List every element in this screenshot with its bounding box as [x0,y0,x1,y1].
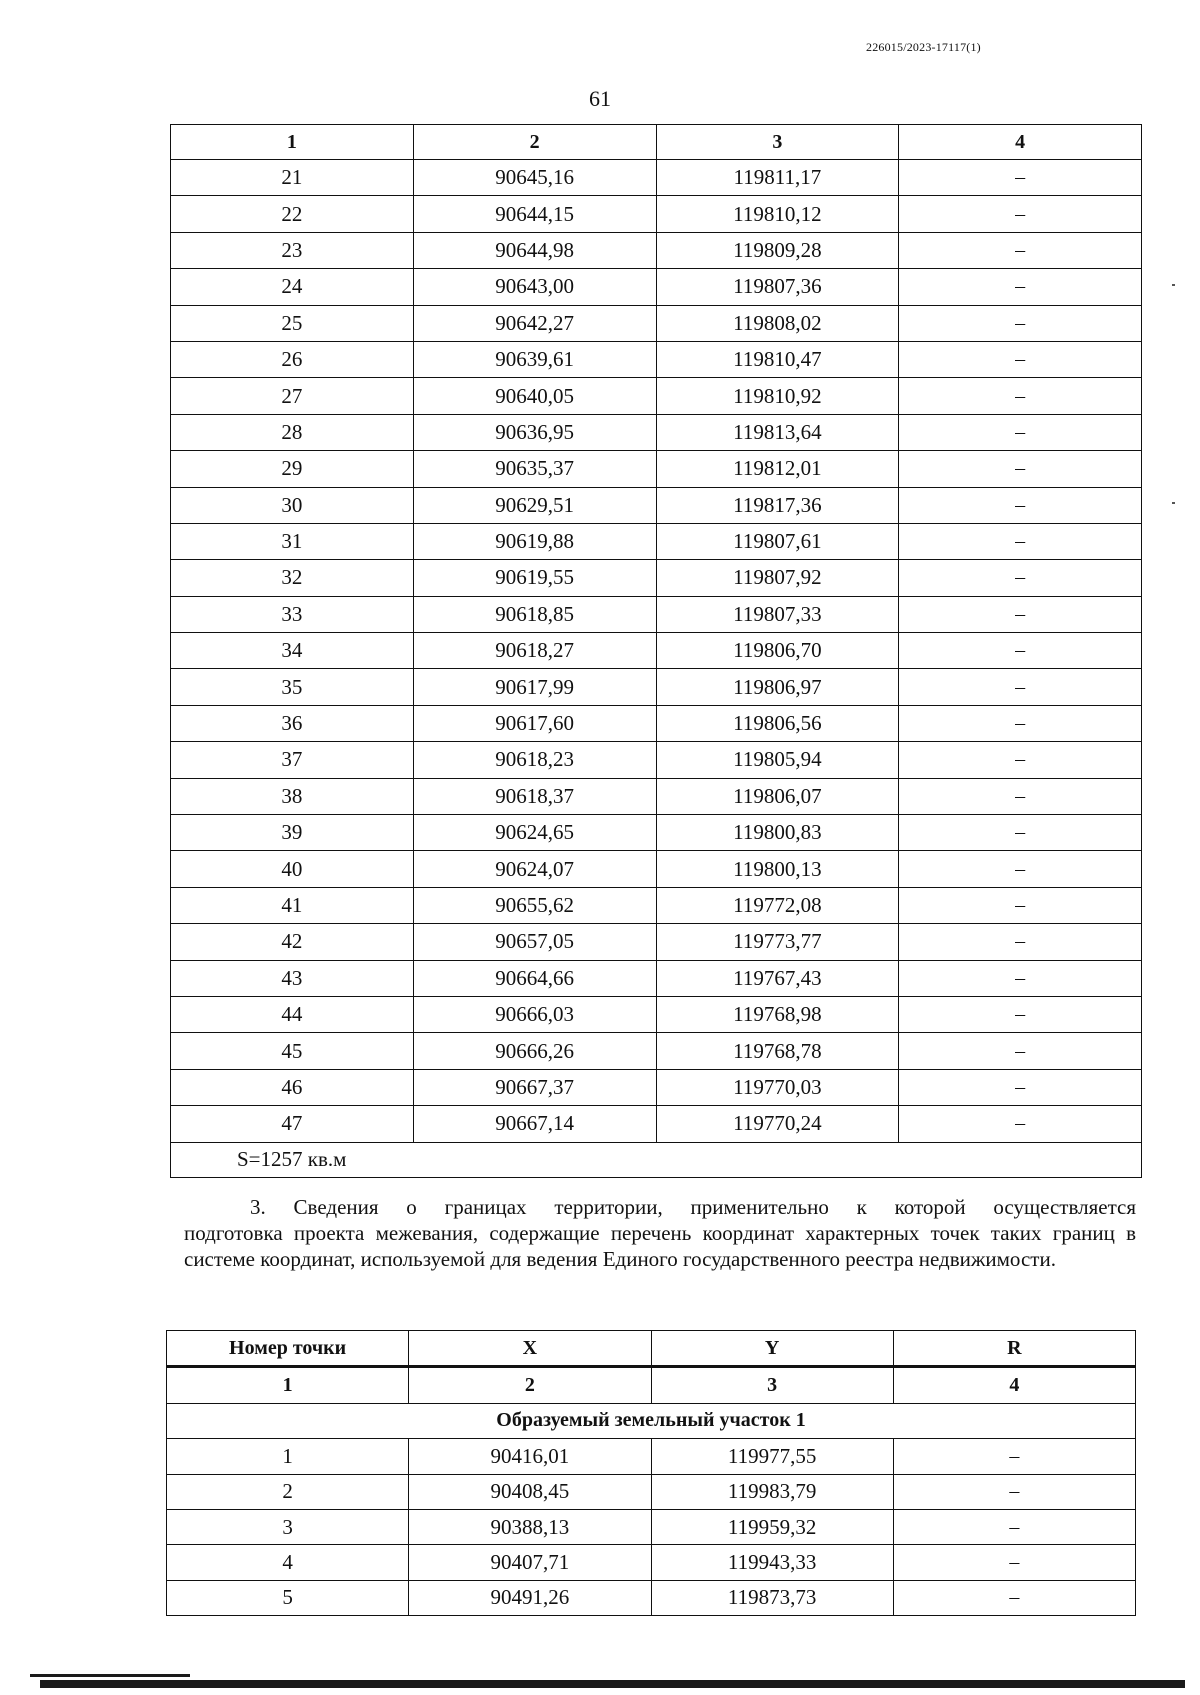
table-row [171,414,1142,450]
column-header: 3 [656,125,899,160]
column-number-row [167,1367,1136,1403]
column-number: 3 [651,1367,893,1403]
r-cell: – [893,1545,1135,1580]
column-header: 1 [171,125,414,160]
column-header: 4 [899,125,1142,160]
r-cell: – [899,414,1142,450]
y-cell: 119773,77 [656,924,899,960]
r-cell: – [899,705,1142,741]
table-row [171,669,1142,705]
section-3-paragraph [184,1194,1136,1272]
table-row [171,305,1142,341]
y-cell: 119943,33 [651,1545,893,1580]
column-header: 2 [413,125,656,160]
r-cell: – [899,523,1142,559]
point-number-cell: 35 [171,669,414,705]
column-number: 4 [893,1367,1135,1403]
x-cell: 90416,01 [409,1439,651,1474]
table-row [171,924,1142,960]
point-number-cell: 27 [171,378,414,414]
y-cell: 119806,56 [656,705,899,741]
x-cell: 90667,37 [413,1069,656,1105]
point-number-cell: 39 [171,815,414,851]
table-row [171,269,1142,305]
r-cell: – [899,1106,1142,1142]
x-cell: 90619,88 [413,523,656,559]
point-number-cell: 26 [171,341,414,377]
point-number-cell: 46 [171,1069,414,1105]
point-number-cell: 43 [171,960,414,996]
r-cell: – [899,232,1142,268]
table-header-row [171,125,1142,160]
r-cell: – [899,378,1142,414]
table-row [171,851,1142,887]
x-cell: 90664,66 [413,960,656,996]
table-row [167,1580,1136,1615]
r-cell: – [899,196,1142,232]
r-cell: – [899,305,1142,341]
x-cell: 90642,27 [413,305,656,341]
x-cell: 90408,45 [409,1474,651,1509]
paragraph-body: подготовка проекта межевания, содержащие перечень координат характерных точек таких границ в системе координат, используемой для ведения Единого государственного реестра недвижимости. [184,1221,1136,1271]
table-row [171,815,1142,851]
x-cell: 90617,60 [413,705,656,741]
column-header-r: R [893,1331,1135,1367]
r-cell: – [899,160,1142,196]
x-cell: 90666,03 [413,996,656,1032]
scan-speck [1172,284,1175,286]
y-cell: 119983,79 [651,1474,893,1509]
y-cell: 119770,03 [656,1069,899,1105]
x-cell: 90617,99 [413,669,656,705]
point-number-cell: 32 [171,560,414,596]
y-cell: 119808,02 [656,305,899,341]
x-cell: 90655,62 [413,887,656,923]
r-cell: – [899,269,1142,305]
point-number-cell: 33 [171,596,414,632]
table-row [171,633,1142,669]
y-cell: 119768,98 [656,996,899,1032]
x-cell: 90388,13 [409,1509,651,1544]
section-title: Образуемый земельный участок 1 [167,1403,1136,1438]
y-cell: 119806,07 [656,778,899,814]
r-cell: – [893,1580,1135,1615]
point-number-cell: 40 [171,851,414,887]
table-row [171,596,1142,632]
r-cell: – [899,1033,1142,1069]
document-number: 226015/2023-17117(1) [866,40,981,54]
x-cell: 90629,51 [413,487,656,523]
bottom-rule-thin [30,1674,190,1677]
r-cell: – [899,815,1142,851]
r-cell: – [899,560,1142,596]
x-cell: 90645,16 [413,160,656,196]
r-cell: – [899,996,1142,1032]
y-cell: 119806,97 [656,669,899,705]
point-number-cell: 37 [171,742,414,778]
paragraph-first-line: 3. Сведения о границах территории, применительно к которой осуществляется [250,1195,1136,1219]
point-number-cell: 4 [167,1545,409,1580]
r-cell: – [899,596,1142,632]
y-cell: 119809,28 [656,232,899,268]
y-cell: 119810,92 [656,378,899,414]
point-number-cell: 5 [167,1580,409,1615]
y-cell: 119812,01 [656,451,899,487]
r-cell: – [899,851,1142,887]
r-cell: – [899,633,1142,669]
table-row [171,196,1142,232]
x-cell: 90624,07 [413,851,656,887]
point-number-cell: 41 [171,887,414,923]
x-cell: 90667,14 [413,1106,656,1142]
y-cell: 119813,64 [656,414,899,450]
column-number: 2 [409,1367,651,1403]
page-number: 61 [589,86,611,111]
coordinates-table-continued [170,124,1142,1178]
table-row [171,560,1142,596]
point-number-cell: 42 [171,924,414,960]
x-cell: 90491,26 [409,1580,651,1615]
y-cell: 119817,36 [656,487,899,523]
table-row [171,1033,1142,1069]
area-row [171,1142,1142,1177]
x-cell: 90657,05 [413,924,656,960]
r-cell: – [893,1509,1135,1544]
point-number-cell: 22 [171,196,414,232]
y-cell: 119810,47 [656,341,899,377]
y-cell: 119805,94 [656,742,899,778]
point-number-cell: 21 [171,160,414,196]
x-cell: 90639,61 [413,341,656,377]
y-cell: 119800,13 [656,851,899,887]
y-cell: 119807,92 [656,560,899,596]
r-cell: – [899,960,1142,996]
scan-speck [1172,502,1175,504]
point-number-cell: 2 [167,1474,409,1509]
x-cell: 90618,23 [413,742,656,778]
table-row [171,523,1142,559]
point-number-cell: 47 [171,1106,414,1142]
x-cell: 90644,15 [413,196,656,232]
column-number: 1 [167,1367,409,1403]
x-cell: 90618,37 [413,778,656,814]
r-cell: – [899,778,1142,814]
r-cell: – [899,341,1142,377]
bottom-rule-thick [40,1680,1185,1688]
point-number-cell: 25 [171,305,414,341]
r-cell: – [899,487,1142,523]
point-number-cell: 29 [171,451,414,487]
table-row [171,160,1142,196]
column-header-x: X [409,1331,651,1367]
x-cell: 90407,71 [409,1545,651,1580]
x-cell: 90666,26 [413,1033,656,1069]
point-number-cell: 24 [171,269,414,305]
table-header-row [167,1331,1136,1367]
y-cell: 119807,36 [656,269,899,305]
table-row [167,1509,1136,1544]
boundary-coordinates-table [166,1330,1136,1616]
table-row [171,232,1142,268]
r-cell: – [899,924,1142,960]
y-cell: 119807,61 [656,523,899,559]
table-row [167,1545,1136,1580]
y-cell: 119770,24 [656,1106,899,1142]
y-cell: 119768,78 [656,1033,899,1069]
point-number-cell: 3 [167,1509,409,1544]
y-cell: 119767,43 [656,960,899,996]
x-cell: 90618,27 [413,633,656,669]
table-row [171,341,1142,377]
r-cell: – [899,1069,1142,1105]
column-header-point-number: Номер точки [167,1331,409,1367]
point-number-cell: 38 [171,778,414,814]
section-title-row [167,1403,1136,1438]
table-row [171,378,1142,414]
table-row [171,1069,1142,1105]
table-row [171,1106,1142,1142]
table-row [171,778,1142,814]
r-cell: – [899,451,1142,487]
point-number-cell: 23 [171,232,414,268]
r-cell: – [899,742,1142,778]
x-cell: 90643,00 [413,269,656,305]
table-row [171,705,1142,741]
y-cell: 119873,73 [651,1580,893,1615]
table-row [171,887,1142,923]
x-cell: 90644,98 [413,232,656,268]
table-row [171,996,1142,1032]
x-cell: 90619,55 [413,560,656,596]
table-row [167,1474,1136,1509]
r-cell: – [893,1474,1135,1509]
table-row [171,487,1142,523]
point-number-cell: 36 [171,705,414,741]
point-number-cell: 28 [171,414,414,450]
y-cell: 119807,33 [656,596,899,632]
point-number-cell: 45 [171,1033,414,1069]
r-cell: – [899,669,1142,705]
table-row [171,451,1142,487]
table-row [171,960,1142,996]
r-cell: – [899,887,1142,923]
x-cell: 90624,65 [413,815,656,851]
table-row [171,742,1142,778]
y-cell: 119806,70 [656,633,899,669]
x-cell: 90636,95 [413,414,656,450]
x-cell: 90640,05 [413,378,656,414]
y-cell: 119800,83 [656,815,899,851]
table-row [167,1439,1136,1474]
area-value: S=1257 кв.м [171,1142,1142,1177]
point-number-cell: 1 [167,1439,409,1474]
y-cell: 119772,08 [656,887,899,923]
r-cell: – [893,1439,1135,1474]
y-cell: 119811,17 [656,160,899,196]
x-cell: 90618,85 [413,596,656,632]
point-number-cell: 31 [171,523,414,559]
x-cell: 90635,37 [413,451,656,487]
point-number-cell: 34 [171,633,414,669]
y-cell: 119977,55 [651,1439,893,1474]
point-number-cell: 30 [171,487,414,523]
y-cell: 119810,12 [656,196,899,232]
point-number-cell: 44 [171,996,414,1032]
y-cell: 119959,32 [651,1509,893,1544]
column-header-y: Y [651,1331,893,1367]
